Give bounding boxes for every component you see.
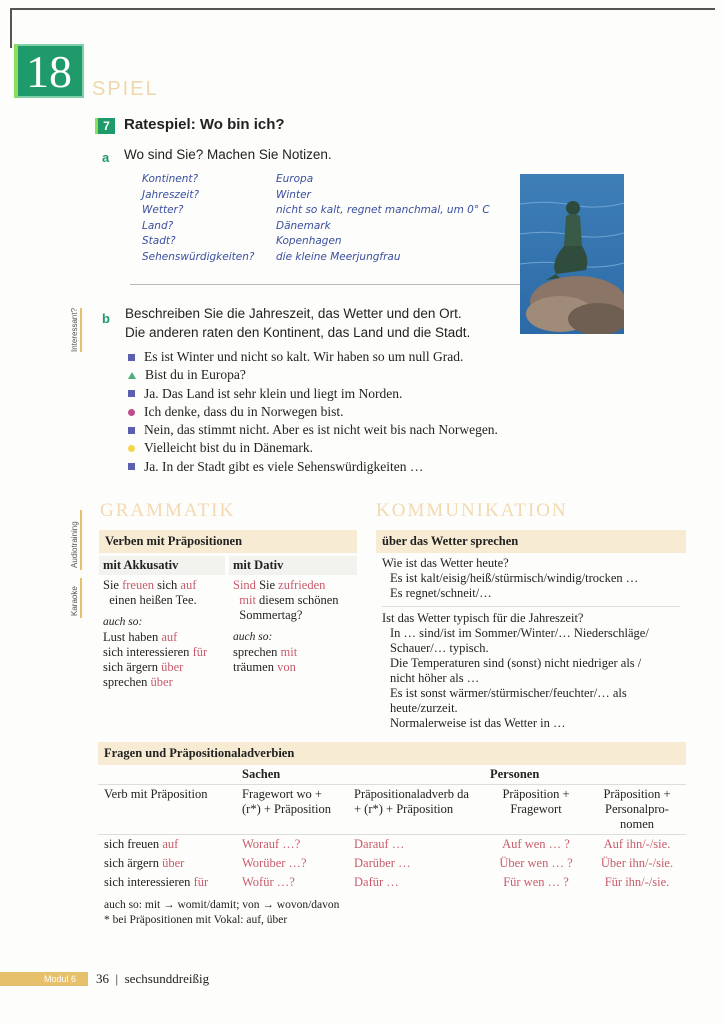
- note-question: Land?: [142, 219, 174, 232]
- part-b-instruction-line-2: Die anderen raten den Kontinent, das Land und die Stadt.: [125, 325, 471, 340]
- fragen-table-grid: [98, 765, 686, 892]
- grammatik-box-title: Verben mit Präpositionen: [99, 530, 357, 553]
- cell-verb: [98, 873, 236, 892]
- verb-item: [233, 660, 353, 675]
- cell-praep-pron: Über ihn/-/sie.: [600, 856, 674, 870]
- akk-verb-list: [103, 630, 221, 690]
- fragen-table: [98, 742, 686, 928]
- verb-preposition: über: [161, 660, 184, 674]
- verb-item: [233, 645, 353, 660]
- chapter-number-box: [14, 44, 84, 98]
- part-b-instruction: [125, 304, 470, 342]
- verb-item: [103, 675, 221, 690]
- dat-example: Sind Sie zufrieden mit diesem schönen Sommertag?: [233, 578, 339, 622]
- verb-text: sprechen: [103, 675, 151, 689]
- dat-auch-so: auch so:: [233, 631, 273, 643]
- note-answer: Europa: [276, 173, 314, 185]
- group-personen: Personen: [490, 767, 540, 781]
- top-rule: [10, 8, 715, 10]
- part-b-letter: b: [102, 311, 110, 326]
- dat-verb-list: [233, 645, 353, 675]
- verb-text: Lust haben: [103, 630, 162, 644]
- kommunikation-line: Schauer/… typisch.: [390, 641, 489, 655]
- side-tab-bar-audiotraining: [80, 510, 82, 570]
- cell-verb-prep: für: [193, 875, 209, 889]
- col-verb: Verb mit Präposition: [98, 785, 236, 835]
- kommunikation-line: Es ist sonst wärmer/stürmischer/feuchter/… als: [390, 686, 627, 700]
- part-b-instruction-line-1: Beschreiben Sie die Jahreszeit, das Wetter und den Ort.: [125, 306, 462, 321]
- note-answer: Dänemark: [276, 219, 331, 232]
- dialogue-marker-sq-icon: [128, 390, 135, 397]
- dialogue-marker-tri-icon: [128, 372, 136, 379]
- col-praep-pron: Präposition + Personalpronomen: [588, 785, 686, 835]
- cell-adverb: Darüber …: [354, 856, 411, 870]
- dialogue-text: Ich denke, dass du in Norwegen bist.: [144, 403, 344, 419]
- heading-kommunikation: KOMMUNIKATION: [376, 500, 568, 521]
- verb-preposition: von: [277, 660, 296, 674]
- dat-head: mit Dativ: [229, 556, 357, 575]
- dialogue-line: [128, 385, 498, 403]
- grammatik-box: [99, 530, 357, 742]
- side-tab-interessant[interactable]: Interessant?: [70, 307, 79, 352]
- dialogue-line: [128, 348, 498, 366]
- part-a-letter: a: [102, 150, 110, 165]
- note-question: Kontinent?: [142, 173, 199, 185]
- page-number: 36: [96, 971, 109, 986]
- cell-verb: [98, 835, 236, 855]
- dialogue-list: [128, 348, 498, 476]
- kommunikation-block-1: [376, 553, 686, 601]
- note-answer: Winter: [276, 188, 311, 201]
- dialogue-text: Ja. Das Land ist sehr klein und liegt im Norden.: [144, 385, 403, 401]
- verb-preposition: über: [150, 675, 173, 689]
- akk-example: Sie freuen sich auf einen heißen Tee.: [103, 578, 197, 607]
- fragen-note-1: auch so: mit → womit/damit; von → wovon/davon: [104, 899, 340, 911]
- note-answer: die kleine Meerjungfrau: [276, 250, 401, 263]
- dialogue-line: [128, 439, 498, 457]
- dialogue-line: [128, 403, 498, 421]
- kommunikation-line: Es regnet/schneit/…: [390, 586, 492, 600]
- fragen-table-title: Fragen und Präpositionaladverbien: [98, 742, 686, 765]
- table-row: [98, 835, 686, 855]
- notes-divider: [130, 284, 520, 285]
- cell-praep-frage: Über wen … ?: [499, 856, 573, 870]
- cell-verb-text: sich ärgern: [104, 856, 163, 870]
- chapter-number: 18: [26, 45, 72, 97]
- cell-adverb: Darauf …: [348, 835, 484, 855]
- fragen-note-2: * bei Präpositionen mit Vokal: auf, über: [104, 914, 288, 926]
- notes-answers: [276, 172, 490, 265]
- dialogue-marker-dot-icon: [128, 409, 135, 416]
- dialogue-marker-sq-icon: [128, 463, 135, 470]
- cell-verb-prep: auf: [162, 837, 179, 851]
- part-a-instruction: Wo sind Sie? Machen Sie Notizen.: [124, 147, 332, 162]
- note-answer: Kopenhagen: [276, 235, 342, 247]
- kommunikation-line: heute/zurzeit.: [390, 701, 458, 715]
- cell-praep-frage: Für wen … ?: [503, 875, 569, 889]
- dialogue-text: Nein, das stimmt nicht. Aber es ist nicht weit bis nach Norwegen.: [144, 422, 498, 438]
- cell-praep-pron: Auf ihn/-/sie.: [588, 835, 686, 855]
- kommunikation-line: Normalerweise ist das Wetter in …: [390, 716, 566, 730]
- verb-text: sich interessieren: [103, 645, 193, 659]
- kommunikation-line: Ist das Wetter typisch für die Jahreszeit?: [382, 611, 584, 625]
- dialogue-text: Bist du in Europa?: [145, 367, 246, 383]
- cell-verb: [98, 854, 236, 873]
- verb-preposition: für: [192, 645, 208, 659]
- cell-praep-frage: Auf wen … ?: [484, 835, 588, 855]
- kommunikation-line: In … sind/ist im Sommer/Winter/… Niederschläge/: [390, 626, 649, 640]
- cell-verb-text: sich freuen: [104, 837, 163, 851]
- chapter-accent-bar: [14, 44, 18, 98]
- dialogue-marker-sun-icon: [128, 445, 135, 452]
- kommunikation-line: Die Temperaturen sind (sonst) nicht niedriger als /: [390, 656, 642, 670]
- verb-item: [103, 660, 221, 675]
- exercise-title: Ratespiel: Wo bin ich?: [124, 116, 285, 133]
- akk-auch-so: auch so:: [103, 616, 143, 628]
- kommunikation-box: [376, 530, 686, 738]
- exercise-number: 7: [95, 118, 115, 134]
- note-question: Sehenswürdigkeiten?: [142, 250, 255, 263]
- dialogue-text: Es ist Winter und nicht so kalt. Wir haben so um null Grad.: [144, 349, 464, 364]
- side-tab-karaoke[interactable]: Karaoke: [70, 586, 79, 616]
- note-question: Wetter?: [142, 204, 184, 216]
- kommunikation-block-2: [376, 611, 686, 731]
- group-sachen: Sachen: [242, 767, 281, 781]
- photo-little-mermaid: [520, 174, 624, 334]
- note-question: Jahreszeit?: [142, 188, 200, 201]
- note-question: Stadt?: [142, 235, 176, 247]
- verb-text: sprechen: [233, 645, 281, 659]
- side-tab-bar-interessant: [80, 308, 82, 352]
- footer-page: 36 | sechsunddreißig: [96, 971, 210, 986]
- table-row: [98, 854, 686, 873]
- kommunikation-line: Es ist kalt/eisig/heiß/stürmisch/windig/trocken …: [390, 571, 639, 585]
- cell-praep-pron: Für ihn/-/sie.: [604, 875, 670, 889]
- col-praepadv: Präpositionaladverb da + (r*) + Präposition: [348, 785, 484, 835]
- notes-questions: [142, 172, 254, 265]
- col-fragewort: Fragewort wo + (r*) + Präposition: [236, 785, 348, 835]
- side-tab-bar-karaoke: [80, 578, 82, 618]
- dialogue-marker-sq-icon: [128, 354, 135, 361]
- kommunikation-box-title: über das Wetter sprechen: [376, 530, 686, 553]
- kommunikation-line: Wie ist das Wetter heute?: [382, 556, 509, 570]
- dialogue-line: [128, 421, 498, 439]
- verb-item: [103, 630, 221, 645]
- note-answer: nicht so kalt, regnet manchmal, um 0° C: [276, 204, 490, 216]
- col-praep-frage: Präposition + Fragewort: [484, 785, 588, 835]
- mermaid-illustration: [520, 174, 624, 334]
- dialogue-line: [128, 458, 498, 476]
- table-row: [98, 873, 686, 892]
- section-title-spiel: SPIEL: [92, 78, 159, 100]
- left-rule: [10, 8, 12, 48]
- dialogue-line: [128, 366, 498, 384]
- verb-text: träumen: [233, 660, 278, 674]
- dialogue-text: Vielleicht bist du in Dänemark.: [144, 440, 314, 456]
- cell-fragewort: Wofür …?: [242, 875, 295, 889]
- verb-preposition: auf: [161, 630, 178, 644]
- cell-fragewort: Worüber …?: [242, 856, 307, 870]
- akk-head: mit Akkusativ: [99, 556, 225, 575]
- cell-verb-prep: über: [162, 856, 185, 870]
- cell-adverb: Dafür …: [354, 875, 399, 889]
- cell-fragewort: Worauf …?: [236, 835, 348, 855]
- footer-module-label: Modul 6: [44, 974, 77, 984]
- page-word: sechsunddreißig: [124, 971, 210, 986]
- dialogue-marker-sq-icon: [128, 427, 135, 434]
- kommunikation-line: nicht höher als …: [390, 671, 480, 685]
- heading-grammatik: GRAMMATIK: [100, 500, 236, 521]
- kommunikation-divider: [382, 606, 680, 607]
- cell-verb-text: sich interessieren: [104, 875, 194, 889]
- dialogue-text: Ja. In der Stadt gibt es viele Sehenswürdigkeiten …: [144, 458, 424, 474]
- side-tab-audiotraining[interactable]: Audiotraining: [70, 521, 79, 568]
- verb-text: sich ärgern: [103, 660, 162, 674]
- verb-item: [103, 645, 221, 660]
- verb-preposition: mit: [280, 645, 298, 659]
